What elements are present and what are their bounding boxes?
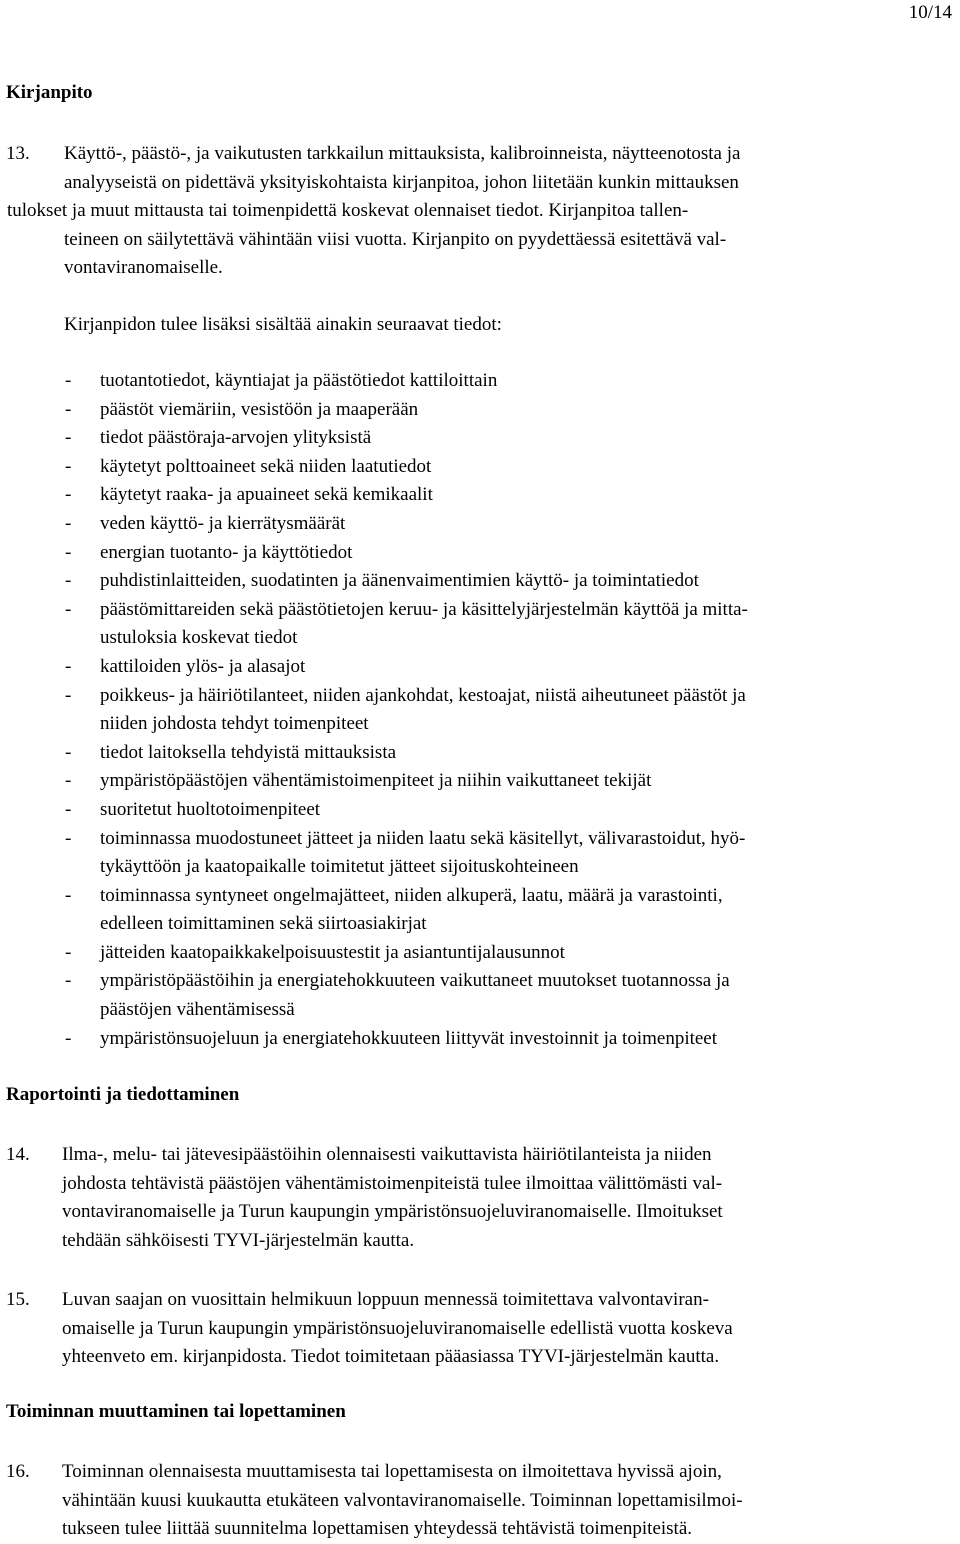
paragraph-number-16: 16. bbox=[6, 1461, 30, 1482]
list-item-text: veden käyttö- ja kierrätysmäärät bbox=[100, 512, 346, 534]
paragraph-16-line: Toiminnan olennaisesta muuttamisesta tai lopettamisesta on ilmoitettava hyvissä ajoin, bbox=[62, 1461, 722, 1482]
list-item-text: ympäristöpäästöjen vähentämistoimenpiteet ja niihin vaikuttaneet tekijät bbox=[100, 770, 652, 792]
list-item bbox=[0, 453, 960, 482]
list-item-text: ympäristöpäästöihin ja energiatehokkuuteen vaikuttaneet muutokset tuotannossa ja bbox=[100, 970, 730, 992]
paragraph-14-line: tehdään sähköisesti TYVI-järjestelmän kautta. bbox=[62, 1229, 415, 1251]
list-item bbox=[0, 567, 960, 596]
section-heading-kirjanpito: Kirjanpito bbox=[6, 82, 93, 103]
list-item-text: energian tuotanto- ja käyttötiedot bbox=[100, 541, 353, 563]
section-heading-raportointi: Raportointi ja tiedottaminen bbox=[6, 1084, 240, 1105]
list-bullet-dash: - bbox=[65, 598, 72, 620]
list-bullet-dash: - bbox=[65, 1027, 72, 1049]
list-bullet-dash: - bbox=[65, 455, 72, 477]
list-item bbox=[0, 882, 960, 939]
list-item-text: ustuloksia koskevat tiedot bbox=[100, 627, 298, 649]
list-item-text: poikkeus- ja häiriötilanteet, niiden ajankohdat, kestoajat, niistä aiheutuneet päästöt ja bbox=[100, 684, 746, 706]
list-item bbox=[0, 796, 960, 825]
list-item bbox=[0, 682, 960, 739]
paragraph-14-line: vontaviranomaiselle ja Turun kaupungin ympäristönsuojeluviranomaiselle. Ilmoitukset bbox=[62, 1201, 723, 1222]
list-item bbox=[0, 539, 960, 568]
list-bullet-dash: - bbox=[65, 541, 72, 563]
list-intro: Kirjanpidon tulee lisäksi sisältää ainakin seuraavat tiedot: bbox=[64, 314, 502, 335]
list-bullet-dash: - bbox=[65, 941, 72, 963]
list-item-text: suoritetut huoltotoimenpiteet bbox=[100, 798, 321, 820]
list-bullet-dash: - bbox=[65, 427, 72, 449]
list-item bbox=[0, 424, 960, 453]
record-requirements-list bbox=[0, 367, 960, 1053]
paragraph-13-line: vontaviranomaiselle. bbox=[64, 257, 223, 278]
paragraph-14-line: Ilma-, melu- tai jätevesipäästöihin olennaisesti vaikuttavista häiriötilanteista ja niiden bbox=[62, 1144, 712, 1165]
list-item bbox=[0, 739, 960, 768]
list-item-text: niiden johdosta tehdyt toimenpiteet bbox=[100, 713, 369, 735]
list-item-text: päästöt viemäriin, vesistöön ja maaperään bbox=[100, 398, 419, 420]
list-bullet-dash: - bbox=[65, 827, 72, 849]
paragraph-number-15: 15. bbox=[6, 1289, 30, 1310]
list-item-text: edelleen toimittaminen sekä siirtoasiakirjat bbox=[100, 913, 427, 935]
list-item bbox=[0, 396, 960, 425]
paragraph-13-line: analyyseistä on pidettävä yksityiskohtaista kirjanpitoa, johon liitetään kunkin mittauksen bbox=[64, 171, 739, 193]
paragraph-16-line: vähintään kuusi kuukautta etukäteen valvontaviranomaiselle. Toiminnan lopettamisilmoi- bbox=[62, 1489, 743, 1511]
list-item bbox=[0, 825, 960, 882]
list-item-text: puhdistinlaitteiden, suodatinten ja äänenvaimentimien käyttö- ja toimintatiedot bbox=[100, 570, 699, 592]
section-heading-muuttaminen: Toiminnan muuttaminen tai lopettaminen bbox=[6, 1401, 346, 1422]
list-bullet-dash: - bbox=[65, 970, 72, 992]
paragraph-16 bbox=[62, 1458, 743, 1544]
list-item-text: päästöjen vähentämisessä bbox=[100, 999, 295, 1021]
list-item-text: kattiloiden ylös- ja alasajot bbox=[100, 655, 306, 677]
list-item bbox=[0, 596, 960, 653]
paragraph-15 bbox=[62, 1286, 733, 1372]
list-item bbox=[0, 510, 960, 539]
list-bullet-dash: - bbox=[65, 684, 72, 706]
list-bullet-dash: - bbox=[65, 655, 72, 677]
list-bullet-dash: - bbox=[65, 798, 72, 820]
list-bullet-dash: - bbox=[65, 512, 72, 534]
paragraph-16-line: tukseen tulee liittää suunnitelma lopettamisen yhteydessä tehtävistä toimenpiteistä. bbox=[62, 1518, 693, 1539]
list-item-text: toiminnassa syntyneet ongelmajätteet, niiden alkuperä, laatu, määrä ja varastointi, bbox=[100, 884, 723, 906]
paragraph-number-14: 14. bbox=[6, 1144, 30, 1165]
list-bullet-dash: - bbox=[65, 484, 72, 506]
paragraph-13-line: teineen on säilytettävä vähintään viisi vuotta. Kirjanpito on pyydettäessä esitettävä val- bbox=[64, 228, 727, 250]
paragraph-14 bbox=[62, 1141, 723, 1255]
list-item-text: päästömittareiden sekä päästötietojen keruu- ja käsittelyjärjestelmän käyttöä ja mitta- bbox=[100, 598, 748, 620]
list-item-text: tiedot laitoksella tehdyistä mittauksista bbox=[100, 741, 397, 763]
paragraph-13-line: Käyttö-, päästö-, ja vaikutusten tarkkailun mittauksista, kalibroinneista, näytteenotosta ja bbox=[64, 143, 741, 164]
list-item-text: käytetyt raaka- ja apuaineet sekä kemikaalit bbox=[100, 484, 433, 506]
list-item bbox=[0, 653, 960, 682]
list-item-text: toiminnassa muodostuneet jätteet ja niiden laatu sekä käsitellyt, välivarastoidut, hyö- bbox=[100, 827, 746, 849]
paragraph-13-line: tulokset ja muut mittausta tai toimenpidettä koskevat olennaiset tiedot. Kirjanpitoa tallen- bbox=[7, 200, 689, 221]
list-bullet-dash: - bbox=[65, 570, 72, 592]
list-item bbox=[0, 967, 960, 1024]
list-item-text: tykäyttöön ja kaatopaikalle toimitetut jätteet sijoituskohteineen bbox=[100, 856, 579, 878]
list-bullet-dash: - bbox=[65, 398, 72, 420]
list-bullet-dash: - bbox=[65, 884, 72, 906]
list-item bbox=[0, 939, 960, 968]
list-item bbox=[0, 767, 960, 796]
list-bullet-dash: - bbox=[65, 770, 72, 792]
list-bullet-dash: - bbox=[65, 370, 72, 391]
list-item bbox=[0, 481, 960, 510]
paragraph-15-line: yhteenveto em. kirjanpidosta. Tiedot toimitetaan pääasiassa TYVI-järjestelmän kautta. bbox=[62, 1346, 720, 1367]
list-item-text: tiedot päästöraja-arvojen ylityksistä bbox=[100, 427, 372, 449]
list-item-text: tuotantotiedot, käyntiajat ja päästötiedot kattiloittain bbox=[100, 370, 498, 391]
list-bullet-dash: - bbox=[65, 741, 72, 763]
paragraph-number-13: 13. bbox=[6, 143, 30, 164]
list-item-text: jätteiden kaatopaikkakelpoisuustestit ja asiantuntijalausunnot bbox=[100, 941, 565, 963]
paragraph-14-line: johdosta tehtävistä päästöjen vähentämistoimenpiteistä tulee ilmoittaa välittömästi val- bbox=[62, 1172, 723, 1194]
paragraph-15-line: Luvan saajan on vuosittain helmikuun loppuun mennessä toimitettava valvontaviran- bbox=[62, 1289, 709, 1310]
list-item bbox=[0, 367, 960, 396]
paragraph-15-line: omaiselle ja Turun kaupungin ympäristönsuojeluviranomaiselle edellistä vuotta koskeva bbox=[62, 1317, 733, 1339]
list-item-text: ympäristönsuojeluun ja energiatehokkuuteen liittyvät investoinnit ja toimenpiteet bbox=[100, 1027, 718, 1049]
page-number: 10/14 bbox=[908, 2, 952, 23]
list-item-text: käytetyt polttoaineet sekä niiden laatutiedot bbox=[100, 455, 432, 477]
list-item bbox=[0, 1025, 960, 1054]
